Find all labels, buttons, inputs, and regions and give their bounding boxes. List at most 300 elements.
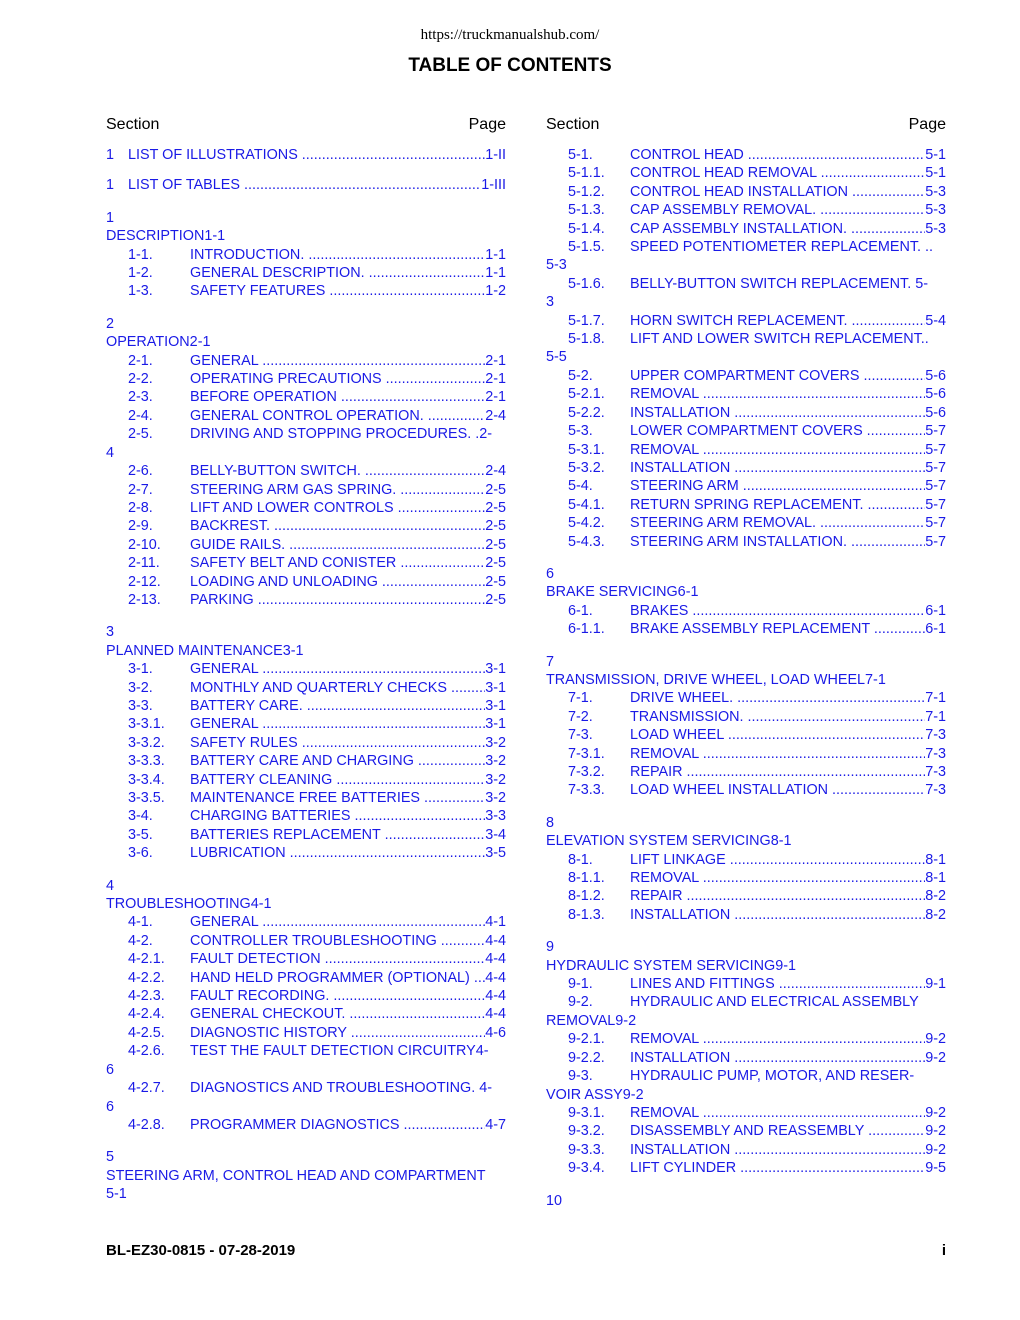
entry-number: 3-6.	[128, 845, 153, 862]
entry-number: 9-2.1.	[568, 1031, 605, 1048]
entry-title: DRIVE WHEEL. .....	[546, 689, 925, 707]
toc-entry[interactable]	[546, 533, 946, 551]
page-heading: Page	[468, 116, 506, 133]
entry-continuation: 5-3	[546, 257, 567, 274]
entry-title: STEERING ARM INSTALLATION. .....	[546, 533, 925, 551]
entry-number: 1-1.	[128, 246, 153, 263]
entry-title: STEERING ARM REMOVAL. .....	[546, 514, 925, 532]
entry-title: LIFT AND LOWER CONTROLS .....	[106, 499, 485, 517]
entry-title: TEST THE FAULT DETECTION CIRCUITRY4-	[190, 1043, 489, 1060]
toc-entry[interactable]	[546, 1104, 946, 1122]
toc-entry[interactable]	[546, 708, 946, 726]
entry-number: 4-2.7.	[128, 1080, 165, 1097]
entry-page: 4-1	[485, 914, 506, 931]
entry-title: DIAGNOSTIC HISTORY .....	[106, 1024, 485, 1042]
entry-line	[546, 238, 946, 256]
toc-top-entry[interactable]	[106, 146, 506, 164]
entry-number: 2-1.	[128, 352, 153, 369]
toc-entry[interactable]	[106, 679, 506, 697]
toc-entry[interactable]	[106, 1116, 506, 1134]
entry-title: BRAKE ASSEMBLY REPLACEMENT .....	[546, 620, 925, 638]
toc-entry[interactable]	[546, 726, 946, 744]
entry-title: LIFT CYLINDER .....	[546, 1159, 925, 1177]
entry-title: CAP ASSEMBLY REMOVAL. .....	[546, 201, 925, 219]
entry-number: 3-3.4.	[128, 771, 165, 788]
toc-entry[interactable]	[546, 1122, 946, 1140]
toc-entry[interactable]	[106, 913, 506, 931]
entry-number: 5-1.	[568, 147, 593, 163]
entry-number: 2-3.	[128, 389, 153, 406]
entry-page: 4-6	[485, 1024, 506, 1041]
entry-title: REPAIR .....	[546, 887, 925, 905]
entry-number: 5-1.3.	[568, 202, 605, 219]
entry-number: 5-1.7.	[568, 312, 605, 329]
section-number: 1	[106, 209, 115, 226]
toc-entry[interactable]	[546, 906, 946, 924]
entry-number: 1-3.	[128, 283, 153, 300]
toc-entry[interactable]	[546, 201, 946, 219]
entry-page: 1-1	[485, 246, 506, 263]
entry-title: GENERAL DESCRIPTION. .....	[106, 264, 485, 282]
entry-page: 1-III	[481, 177, 506, 194]
entry-title: CONTROL HEAD INSTALLATION .....	[546, 183, 925, 201]
entry-page: 4-7	[485, 1116, 506, 1133]
toc-entry[interactable]	[546, 367, 946, 385]
toc-entry[interactable]	[106, 499, 506, 517]
spacer	[546, 639, 946, 651]
entry-page: 3-1	[485, 697, 506, 714]
entry-title: BRAKES .....	[546, 602, 925, 620]
entry-page: 2-4	[485, 463, 506, 480]
toc-entry[interactable]	[106, 1005, 506, 1023]
entry-page: 9-2	[925, 1104, 946, 1121]
toc-entry[interactable]	[546, 689, 946, 707]
entry-title: GUIDE RAILS. .....	[106, 536, 485, 554]
entry-title: CAP ASSEMBLY INSTALLATION. .....	[546, 220, 925, 238]
entry-title: OPERATING PRECAUTIONS .....	[106, 370, 485, 388]
entry-title: REMOVAL .....	[546, 745, 925, 763]
toc-entry[interactable]	[546, 869, 946, 887]
entry-page: 9-5	[925, 1160, 946, 1177]
section-title: TROUBLESHOOTING4-1	[106, 896, 272, 913]
toc-entry[interactable]	[106, 1079, 506, 1116]
toc-entry[interactable]	[546, 146, 946, 164]
entry-page: 5-3	[925, 220, 946, 237]
toc-entry[interactable]	[546, 602, 946, 620]
entry-page: 2-5	[485, 591, 506, 608]
toc-entry[interactable]	[546, 496, 946, 514]
entry-number: 5-3.1.	[568, 441, 605, 458]
entry-line	[546, 1067, 946, 1085]
entry-title: FAULT RECORDING. .....	[106, 987, 485, 1005]
entry-title: FAULT DETECTION .....	[106, 950, 485, 968]
entry-page: 1-2	[485, 283, 506, 300]
section-title: BRAKE SERVICING6-1	[546, 584, 699, 601]
entry-page: 5-6	[925, 367, 946, 384]
spacer	[546, 800, 946, 812]
entry-title: DISASSEMBLY AND REASSEMBLY .....	[546, 1122, 925, 1140]
toc-entry[interactable]	[546, 993, 946, 1030]
entry-number: 5-1.5.	[568, 239, 605, 256]
toc-entry[interactable]	[546, 404, 946, 422]
entry-page: 7-3	[925, 727, 946, 744]
entry-page: 5-3	[925, 183, 946, 200]
entry-number: 8-1.2.	[568, 888, 605, 905]
entry-number: 9-3.4.	[568, 1160, 605, 1177]
toc-entry[interactable]	[106, 1024, 506, 1042]
entry-continuation: VOIR ASSY9-2	[546, 1086, 644, 1103]
entry-number: 7-3.	[568, 727, 593, 744]
entry-number: 9-3.2.	[568, 1123, 605, 1140]
entry-page: 6-1	[925, 602, 946, 619]
entry-number: 4-2.2.	[128, 969, 165, 986]
entry-number: 8-1.	[568, 851, 593, 868]
entry-page: 5-7	[925, 533, 946, 550]
entry-title: INSTALLATION .....	[546, 906, 925, 924]
section-heading-entry[interactable]	[546, 1192, 946, 1210]
toc-entry[interactable]	[546, 745, 946, 763]
toc-entry[interactable]	[546, 385, 946, 403]
toc-entry[interactable]	[106, 771, 506, 789]
entry-title: CONTROL HEAD REMOVAL .....	[546, 164, 925, 182]
toc-entry[interactable]	[546, 763, 946, 781]
spacer	[546, 551, 946, 563]
entry-page: 5-6	[925, 386, 946, 403]
entry-page: 8-2	[925, 906, 946, 923]
entry-page: 7-1	[925, 690, 946, 707]
entry-page: 2-5	[485, 573, 506, 590]
entry-number: 5-4.	[568, 478, 593, 495]
entry-title: LOWER COMPARTMENT COVERS .....	[546, 422, 925, 440]
entry-page: 5-7	[925, 423, 946, 440]
column-header	[106, 116, 506, 138]
toc-entry[interactable]	[546, 781, 946, 799]
section-heading: Section	[106, 116, 160, 133]
page-heading: Page	[908, 116, 946, 133]
entry-number: 4-1.	[128, 914, 153, 931]
entry-page: 3-2	[485, 771, 506, 788]
toc-entry[interactable]	[546, 312, 946, 330]
toc-entry[interactable]	[106, 481, 506, 499]
entry-page: 8-1	[925, 870, 946, 887]
entry-number: 5-2.	[568, 367, 593, 384]
section-page: 5-1	[106, 1186, 127, 1203]
entry-page: 4-4	[485, 1006, 506, 1023]
entry-page: 2-1	[485, 371, 506, 388]
toc-entry[interactable]	[106, 462, 506, 480]
entry-title: LIST OF TABLES .....	[106, 176, 481, 194]
section-number: 8	[546, 814, 555, 831]
toc-entry[interactable]	[106, 932, 506, 950]
entry-title: INSTALLATION .....	[546, 404, 925, 422]
toc-entry[interactable]	[106, 264, 506, 282]
spacer	[106, 1134, 506, 1146]
toc-entry[interactable]	[106, 789, 506, 807]
entry-number: 4-2.6.	[128, 1043, 165, 1060]
section-title: OPERATION2-1	[106, 334, 211, 351]
entry-title: HORN SWITCH REPLACEMENT. .....	[546, 312, 925, 330]
toc-entry[interactable]	[106, 1042, 506, 1079]
entry-line	[106, 1042, 506, 1060]
entry-number: 6-1.	[568, 602, 593, 619]
entry-number: 9-3.1.	[568, 1104, 605, 1121]
entry-page: 9-2	[925, 1031, 946, 1048]
entry-page: 9-2	[925, 1049, 946, 1066]
entry-title: LOADING AND UNLOADING .....	[106, 573, 485, 591]
entry-number: 3-3.	[128, 697, 153, 714]
entry-page: 9-1	[925, 976, 946, 993]
entry-number: 2-5.	[128, 426, 153, 443]
entry-page: 9-2	[925, 1123, 946, 1140]
spacer	[546, 924, 946, 936]
section-number: 2	[106, 315, 115, 332]
section-number: 3	[106, 624, 115, 641]
entry-page: 5-1	[925, 147, 946, 163]
toc-entry[interactable]	[546, 183, 946, 201]
entry-title: INSTALLATION .....	[546, 1049, 925, 1067]
entry-continuation: 3	[546, 294, 555, 311]
toc-entry[interactable]	[106, 969, 506, 987]
entry-number: 5-1.8.	[568, 331, 605, 348]
toc-entry[interactable]	[106, 752, 506, 770]
entry-number: 9-1.	[568, 976, 593, 993]
entry-number: 2-11.	[128, 555, 160, 572]
entry-title: LIST OF ILLUSTRATIONS .....	[106, 146, 485, 164]
entry-number: 5-1.2.	[568, 183, 605, 200]
entry-title: SAFETY BELT AND CONISTER .....	[106, 554, 485, 572]
entry-number: 2-9.	[128, 518, 153, 535]
entry-page: 4-4	[485, 932, 506, 949]
entry-number: 4-2.5.	[128, 1024, 165, 1041]
spacer	[546, 1178, 946, 1190]
toc-entry[interactable]	[106, 950, 506, 968]
entry-number: 3-3.5.	[128, 790, 165, 806]
entry-page: 4-4	[485, 988, 506, 1005]
toc-entry[interactable]	[546, 851, 946, 869]
entry-number: 1-2.	[128, 265, 153, 282]
toc-entry[interactable]	[546, 887, 946, 905]
spacer	[106, 164, 506, 176]
toc-entry[interactable]	[546, 238, 946, 275]
toc-entry[interactable]	[106, 407, 506, 425]
entry-number: 2-12.	[128, 573, 161, 590]
toc-entry[interactable]	[106, 697, 506, 715]
entry-page: 1-II	[485, 147, 506, 163]
page-title: TABLE OF CONTENTS	[408, 55, 612, 76]
entry-page: 5-1	[925, 165, 946, 182]
entry-title: REMOVAL .....	[546, 1030, 925, 1048]
section-title: ELEVATION SYSTEM SERVICING8-1	[546, 833, 792, 850]
entry-page: 4-4	[485, 951, 506, 968]
entry-number: 2-13.	[128, 591, 161, 608]
entry-number: 9-3.	[568, 1068, 593, 1085]
entry-page: 3-1	[485, 716, 506, 733]
entry-number: 7-3.1.	[568, 745, 605, 762]
entry-title: INTRODUCTION. .....	[106, 246, 485, 264]
toc-entry[interactable]	[106, 246, 506, 264]
toc-entry[interactable]	[106, 554, 506, 572]
section-number: 9	[546, 939, 555, 956]
toc-entry[interactable]	[546, 1159, 946, 1177]
section-title: PLANNED MAINTENANCE3-1	[106, 642, 304, 659]
toc-column-left	[106, 116, 506, 1204]
toc-entry[interactable]	[106, 826, 506, 844]
toc-entry[interactable]	[546, 1049, 946, 1067]
toc-entry[interactable]	[106, 536, 506, 554]
entry-title: STEERING ARM GAS SPRING. .....	[106, 481, 485, 499]
entry-page: 2-5	[485, 481, 506, 498]
entry-page: 5-7	[925, 515, 946, 532]
entry-title: MAINTENANCE FREE BATTERIES .....	[106, 789, 485, 807]
toc-entry[interactable]	[546, 477, 946, 495]
section-title: TRANSMISSION, DRIVE WHEEL, LOAD WHEEL7-1	[546, 671, 886, 688]
entry-title: CHARGING BATTERIES .....	[106, 807, 485, 825]
entry-title: INSTALLATION .....	[546, 1141, 925, 1159]
toc-entry[interactable]	[106, 370, 506, 388]
section-number: 10	[546, 1192, 563, 1209]
toc-column-right	[546, 116, 946, 1210]
section-heading-entry[interactable]	[546, 938, 946, 975]
toc-entry[interactable]	[106, 734, 506, 752]
entry-title: LINES AND FITTINGS .....	[546, 975, 925, 993]
entry-title: PROGRAMMER DIAGNOSTICS .....	[106, 1116, 485, 1134]
entry-number: 4-2.	[128, 932, 153, 949]
toc-entry[interactable]	[106, 591, 506, 609]
entry-title: BELLY-BUTTON SWITCH REPLACEMENT. 5-	[630, 275, 928, 292]
entry-title: LIFT LINKAGE .....	[546, 851, 925, 869]
toc-entry[interactable]	[546, 441, 946, 459]
entry-page: 5-3	[925, 202, 946, 219]
toc-entry[interactable]	[106, 352, 506, 370]
section-number: 6	[546, 565, 555, 582]
toc-entry[interactable]	[546, 1141, 946, 1159]
entry-page: 3-3	[485, 808, 506, 825]
entry-number: 5-1.4.	[568, 220, 605, 237]
section-heading-entry[interactable]	[106, 315, 506, 352]
entry-number: 5-3.	[568, 423, 593, 440]
toc-entry[interactable]	[546, 164, 946, 182]
entry-title: CONTROLLER TROUBLESHOOTING .....	[106, 932, 485, 950]
entry-number: 3-2.	[128, 679, 153, 696]
entry-number: 5-4.1.	[568, 496, 605, 513]
entry-number: 9-2.	[568, 994, 593, 1011]
entry-title: GENERAL .....	[106, 352, 485, 370]
section-heading-entry[interactable]	[546, 565, 946, 602]
entry-continuation: REMOVAL9-2	[546, 1012, 637, 1029]
entry-title: BATTERY CLEANING .....	[106, 771, 485, 789]
section-heading-entry[interactable]	[106, 209, 506, 246]
entry-number: 8-1.3.	[568, 906, 605, 923]
toc-entry[interactable]	[546, 459, 946, 477]
toc-entry[interactable]	[546, 620, 946, 638]
section-heading-entry[interactable]	[106, 1148, 506, 1185]
toc-entry[interactable]	[106, 807, 506, 825]
entry-page: 7-3	[925, 764, 946, 780]
entry-page: 8-1	[925, 851, 946, 868]
entry-title: LOAD WHEEL .....	[546, 726, 925, 744]
entry-title: CONTROL HEAD .....	[546, 146, 925, 164]
entry-page: 3-5	[485, 845, 506, 862]
page-number: i	[941, 1242, 946, 1259]
entry-page: 2-5	[485, 518, 506, 535]
toc-entry[interactable]	[106, 425, 506, 462]
entry-number: 7-1.	[568, 690, 593, 707]
entry-number: 7-3.2.	[568, 764, 605, 780]
entry-title: REMOVAL .....	[546, 869, 925, 887]
entry-title: MONTHLY AND QUARTERLY CHECKS .....	[106, 679, 485, 697]
entry-title: PARKING .....	[106, 591, 485, 609]
toc-entry[interactable]	[546, 975, 946, 993]
section-heading-entry[interactable]	[546, 814, 946, 851]
entry-number: 1	[106, 147, 115, 163]
entry-page: 8-2	[925, 888, 946, 905]
entry-title: REMOVAL .....	[546, 385, 925, 403]
entry-page: 5-7	[925, 496, 946, 513]
entry-title: TRANSMISSION. .....	[546, 708, 925, 726]
toc-entry[interactable]	[106, 844, 506, 862]
toc-entry[interactable]	[106, 388, 506, 406]
entry-title: GENERAL CHECKOUT. .....	[106, 1005, 485, 1023]
section-heading-entry[interactable]	[106, 623, 506, 660]
toc-entry[interactable]	[546, 220, 946, 238]
entry-title: UPPER COMPARTMENT COVERS .....	[546, 367, 925, 385]
entry-title: GENERAL CONTROL OPERATION. .....	[106, 407, 485, 425]
toc-entry[interactable]	[546, 422, 946, 440]
entry-page: 5-6	[925, 404, 946, 421]
toc-entry[interactable]	[106, 573, 506, 591]
entry-page: 1-1	[485, 265, 506, 282]
document-id: BL-EZ30-0815 - 07-28-2019	[106, 1242, 296, 1259]
toc-entry[interactable]	[546, 330, 946, 367]
entry-title: BATTERY CARE AND CHARGING .....	[106, 752, 485, 770]
entry-number: 2-6.	[128, 463, 153, 480]
toc-entry[interactable]	[106, 517, 506, 535]
entry-title: LUBRICATION .....	[106, 844, 485, 862]
toc-entry[interactable]	[546, 1030, 946, 1048]
toc-entry[interactable]	[546, 1067, 946, 1104]
spacer	[106, 301, 506, 313]
entry-continuation: 6	[106, 1061, 115, 1078]
toc-entry[interactable]	[546, 514, 946, 532]
section-title: HYDRAULIC SYSTEM SERVICING9-1	[546, 957, 797, 974]
toc-entry[interactable]	[106, 660, 506, 678]
entry-page: 2-1	[485, 352, 506, 369]
entry-title: BEFORE OPERATION .....	[106, 388, 485, 406]
entry-number: 2-10.	[128, 536, 161, 553]
entry-title: HYDRAULIC PUMP, MOTOR, AND RESER-	[630, 1068, 915, 1085]
section-title: DESCRIPTION1-1	[106, 228, 226, 245]
toc-entry[interactable]	[106, 987, 506, 1005]
entry-title: SPEED POTENTIOMETER REPLACEMENT. ..	[630, 239, 934, 256]
toc-entry[interactable]	[106, 715, 506, 733]
toc-top-entry[interactable]	[106, 176, 506, 194]
section-heading-entry[interactable]	[106, 877, 506, 914]
entry-number: 5-4.2.	[568, 515, 605, 532]
toc-entry[interactable]	[106, 282, 506, 300]
section-heading: Section	[546, 116, 600, 133]
entry-line	[546, 330, 946, 348]
section-heading-entry[interactable]	[546, 653, 946, 690]
entry-title: BACKREST. .....	[106, 517, 485, 535]
entry-page: 7-3	[925, 782, 946, 799]
entry-page: 2-4	[485, 407, 506, 424]
entry-title: BELLY-BUTTON SWITCH. .....	[106, 462, 485, 480]
section-number: 5	[106, 1149, 115, 1166]
entry-line	[546, 275, 946, 293]
toc-entry[interactable]	[546, 275, 946, 312]
entry-page: 2-5	[485, 555, 506, 572]
section-number: 7	[546, 653, 555, 670]
